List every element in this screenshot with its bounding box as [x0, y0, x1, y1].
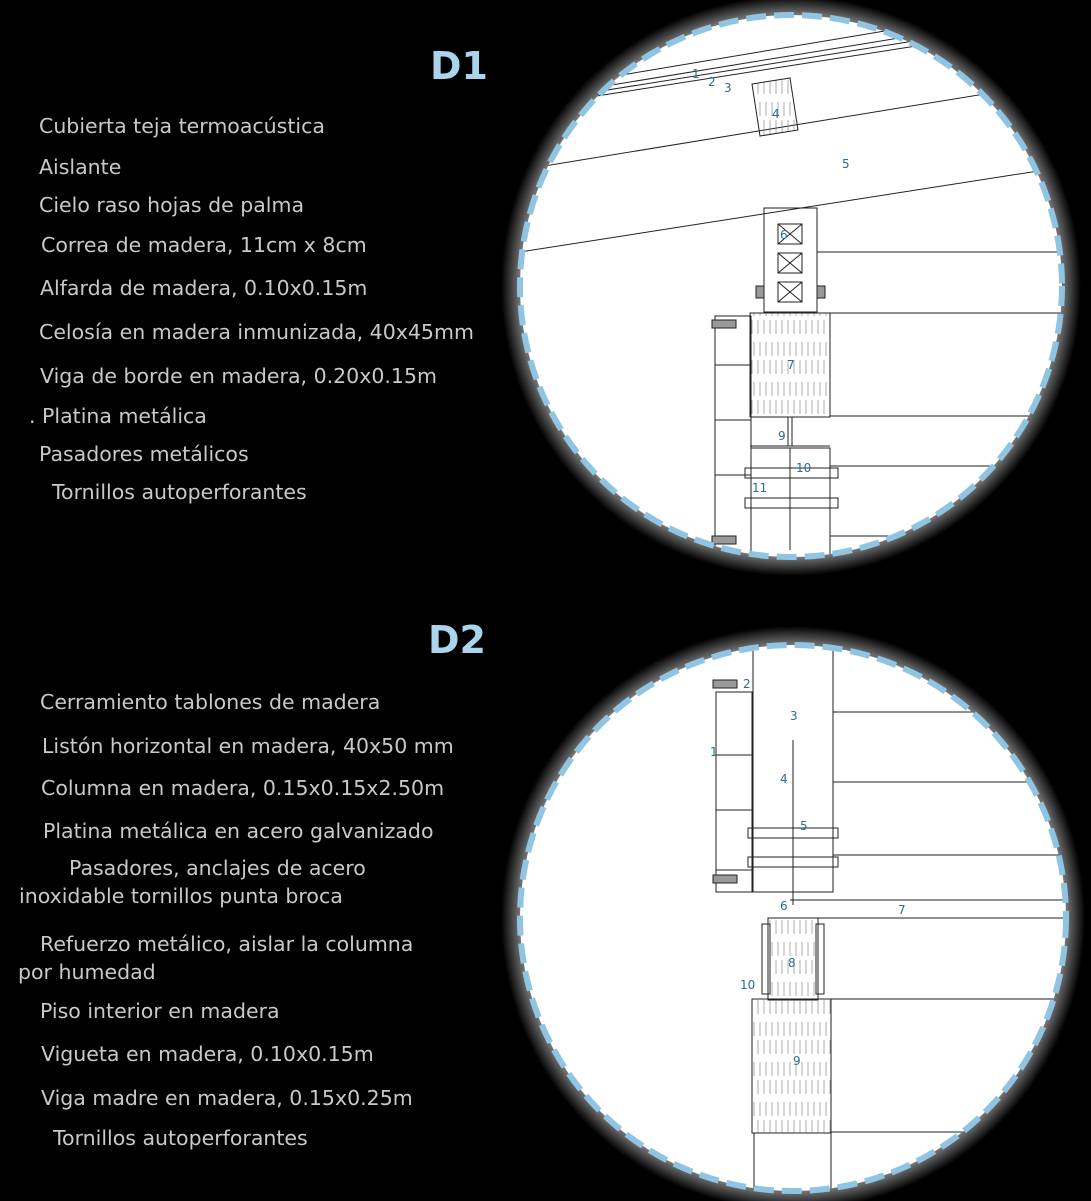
detail-1-drawing: [501, 0, 1081, 576]
detail-2-drawing: [501, 626, 1085, 1201]
legend-item: Vigueta en madera, 0.10x0.15m: [41, 1042, 374, 1066]
legend-item: Pasadores metálicos: [39, 442, 249, 466]
callout-5: 5: [800, 819, 808, 833]
detail-1-title: D1: [430, 44, 488, 88]
callout-2: 2: [708, 75, 716, 89]
callout-11: 11: [752, 481, 768, 495]
legend-item: Piso interior en madera: [40, 999, 280, 1023]
legend-item: Aislante: [39, 155, 122, 179]
legend-item: Correa de madera, 11cm x 8cm: [41, 233, 367, 257]
legend-item: Columna en madera, 0.15x0.15x2.50m: [41, 776, 445, 800]
legend-item: . Platina metálica: [29, 404, 207, 428]
legend-item: Listón horizontal en madera, 40x50 mm: [42, 734, 454, 758]
legend-item: Pasadores, anclajes de acero inoxidable tornillos punta broca: [19, 856, 366, 908]
legend-item: Viga de borde en madera, 0.20x0.15m: [40, 364, 437, 388]
legend-item: Viga madre en madera, 0.15x0.25m: [41, 1086, 413, 1110]
legend-item: Cubierta teja termoacústica: [39, 114, 325, 138]
callout-3: 3: [790, 709, 798, 723]
legend-item: Platina metálica en acero galvanizado: [43, 819, 434, 843]
callout-7: 7: [787, 358, 795, 372]
callout-3: 3: [724, 81, 732, 95]
callout-9: 9: [793, 1054, 801, 1068]
callout-6: 6: [780, 228, 788, 242]
callout-1: 1: [710, 745, 718, 759]
legend-item: Cerramiento tablones de madera: [40, 690, 381, 714]
legend-item: Tornillos autoperforantes: [52, 480, 307, 504]
callout-6: 6: [780, 899, 788, 913]
callout-1: 1: [692, 67, 700, 81]
legend-item: Refuerzo metálico, aislar la columna por humedad: [18, 932, 414, 984]
legend-item: Cielo raso hojas de palma: [39, 193, 305, 217]
legend-item: Tornillos autoperforantes: [53, 1126, 308, 1150]
callout-2: 2: [743, 677, 751, 691]
callout-4: 4: [772, 107, 780, 121]
callout-9: 9: [778, 429, 786, 443]
legend-item: Celosía en madera inmunizada, 40x45mm: [39, 320, 474, 344]
callout-8: 8: [788, 956, 796, 970]
callout-4: 4: [780, 772, 788, 786]
callout-7: 7: [898, 903, 906, 917]
legend-item: Alfarda de madera, 0.10x0.15m: [40, 276, 368, 300]
callout-5: 5: [842, 157, 850, 171]
detail-2-title: D2: [428, 618, 486, 662]
callout-10: 10: [740, 978, 756, 992]
callout-10: 10: [796, 461, 812, 475]
